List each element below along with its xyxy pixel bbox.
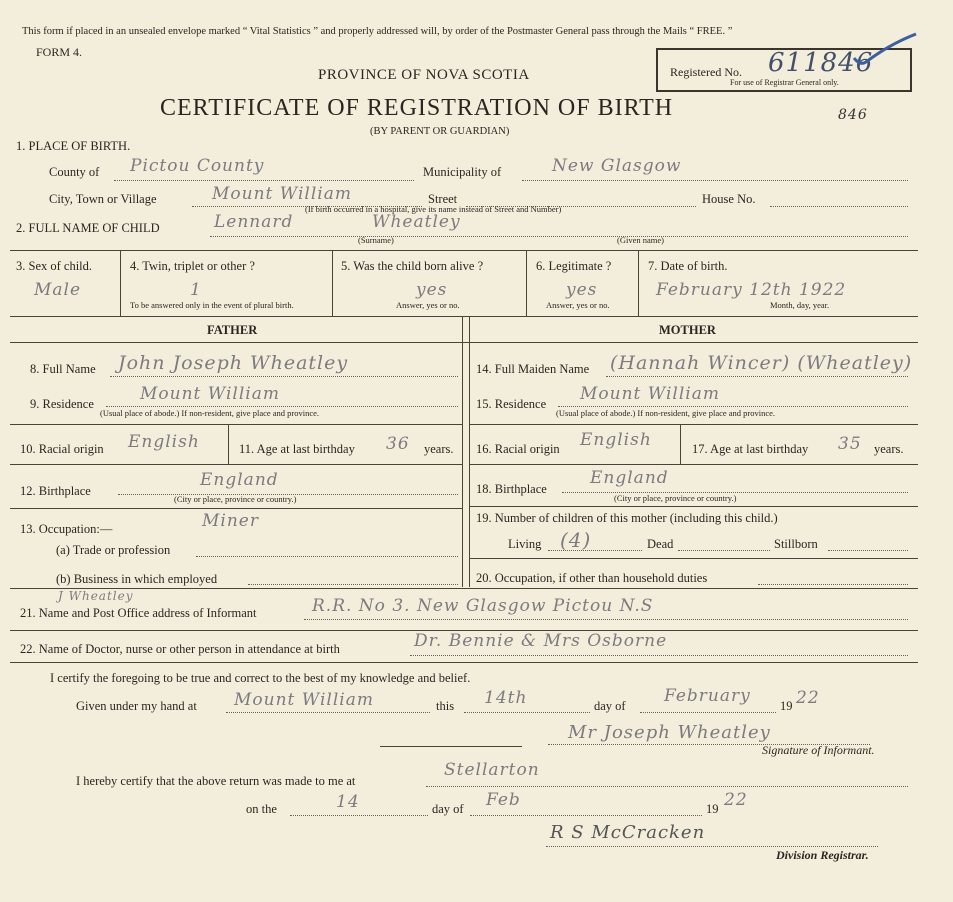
mother-birthplace-label: 18. Birthplace: [476, 482, 547, 496]
informant-name-annotation: J Wheatley: [58, 589, 134, 603]
father-name-label: 8. Full Name: [30, 362, 96, 376]
given-day-value: 14th: [484, 688, 528, 708]
registrar-certify-label: I hereby certify that the above return was made to me at: [76, 774, 356, 788]
registrar-month-value: Feb: [486, 790, 521, 810]
date-note: Month, day, year.: [770, 300, 830, 310]
given-place-value: Mount William: [234, 690, 374, 710]
father-age-value: 36: [386, 434, 410, 454]
doctor-value: Dr. Bennie & Mrs Osborne: [414, 631, 668, 651]
county-value: Pictou County: [130, 156, 265, 176]
sex-label: 3. Sex of child.: [16, 259, 93, 273]
city-label: City, Town or Village: [49, 192, 157, 206]
twin-value: 1: [190, 280, 202, 300]
child-given-name: Lennard: [214, 212, 294, 232]
father-birthplace-label: 12. Birthplace: [20, 484, 91, 498]
father-residence-label: 9. Residence: [30, 397, 94, 411]
business-label: (b) Business in which employed: [56, 572, 218, 586]
trade-label: (a) Trade or profession: [56, 543, 171, 557]
mother-heading: MOTHER: [659, 323, 716, 337]
mother-racial-value: English: [580, 430, 652, 450]
registrar-place-value: Stellarton: [444, 760, 540, 780]
mother-abode-note: (Usual place of abode.) If non-resident, give place and province.: [556, 408, 776, 418]
mother-racial-label: 16. Racial origin: [476, 442, 560, 456]
municipality-label: Municipality of: [423, 165, 502, 179]
mother-name-value: (Hannah Wincer) (Wheatley): [610, 352, 913, 374]
mother-birthplace-note: (City or place, province or country.): [614, 493, 737, 503]
registrar-year-prefix: 19: [706, 802, 719, 816]
doctor-label: 22. Name of Doctor, nurse or other person in attendance at birth: [20, 642, 340, 656]
registered-number-note: For use of Registrar General only.: [730, 78, 839, 87]
father-occupation-value: Miner: [202, 511, 259, 531]
father-birthplace-value: England: [200, 470, 279, 490]
alive-label: 5. Was the child born alive ?: [341, 259, 484, 273]
father-age-label: 11. Age at last birthday: [239, 442, 355, 456]
living-value: (4): [560, 528, 592, 552]
child-surname: Wheatley: [372, 212, 461, 232]
alive-value: yes: [416, 280, 448, 300]
registered-number-label: Registered No.: [670, 65, 742, 79]
legitimate-note: Answer, yes or no.: [546, 300, 610, 310]
given-year-prefix: 19: [780, 699, 793, 713]
surname-note: (Surname): [358, 235, 394, 245]
given-year-value: 22: [796, 688, 820, 708]
mother-residence-label: 15. Residence: [476, 397, 547, 411]
municipality-value: New Glasgow: [552, 156, 682, 176]
date-of-birth-value: February 12th 1922: [656, 280, 847, 300]
father-name-value: John Joseph Wheatley: [118, 352, 349, 374]
sex-value: Male: [34, 280, 82, 300]
father-residence-value: Mount William: [140, 384, 280, 404]
county-label: County of: [49, 165, 100, 179]
form-number: FORM 4.: [36, 45, 83, 59]
father-heading: FATHER: [207, 323, 258, 337]
father-years-label: years.: [424, 442, 454, 456]
on-the-label: on the: [246, 802, 277, 816]
hospital-note: (If birth occurred in a hospital, give its name instead of Street and Number): [305, 204, 562, 214]
this-label: this: [436, 699, 455, 713]
given-day-of-label: day of: [594, 699, 626, 713]
children-count-label: 19. Number of children of this mother (including this child.): [476, 511, 778, 525]
division-registrar-label: Division Registrar.: [776, 848, 869, 862]
informant-address-value: R.R. No 3. New Glasgow Pictou N.S: [312, 596, 654, 616]
living-label: Living: [508, 537, 542, 551]
mother-age-label: 17. Age at last birthday: [692, 442, 809, 456]
registered-number: 611846: [768, 48, 874, 78]
father-abode-note: (Usual place of abode.) If non-resident, give place and province.: [100, 408, 320, 418]
province-heading: PROVINCE OF NOVA SCOTIA: [318, 67, 530, 83]
stillborn-label: Stillborn: [774, 537, 818, 551]
registrar-day-value: 14: [336, 792, 360, 812]
twin-note: To be answered only in the event of plural birth.: [130, 300, 294, 310]
date-of-birth-label: 7. Date of birth.: [648, 259, 728, 273]
given-month-value: February: [664, 686, 751, 706]
father-occupation-label: 13. Occupation:—: [20, 522, 113, 536]
margin-mark: 846: [838, 107, 868, 123]
mother-name-label: 14. Full Maiden Name: [476, 362, 590, 376]
certify-statement: I certify the foregoing to be true and correct to the best of my knowledge and belief.: [50, 671, 471, 685]
father-racial-label: 10. Racial origin: [20, 442, 104, 456]
informant-signature: Mr Joseph Wheatley: [568, 722, 771, 743]
mother-residence-value: Mount William: [580, 384, 720, 404]
mother-age-value: 35: [838, 434, 862, 454]
legitimate-label: 6. Legitimate ?: [536, 259, 612, 273]
house-number-label: House No.: [702, 192, 756, 206]
father-racial-value: English: [128, 432, 200, 452]
alive-note: Answer, yes or no.: [396, 300, 460, 310]
certificate-title: CERTIFICATE OF REGISTRATION OF BIRTH: [160, 95, 674, 121]
street-label: Street: [428, 192, 458, 206]
informant-signature-label: Signature of Informant.: [762, 743, 875, 757]
registrar-day-of-label: day of: [432, 802, 464, 816]
check-mark-icon: [850, 30, 920, 70]
city-value: Mount William: [212, 184, 352, 204]
registrar-signature: R S McCracken: [550, 822, 706, 843]
given-under-hand-label: Given under my hand at: [76, 699, 197, 713]
certificate-subtitle: (BY PARENT OR GUARDIAN): [370, 126, 510, 137]
informant-label: 21. Name and Post Office address of Informant: [20, 606, 257, 620]
dead-label: Dead: [647, 537, 674, 551]
legitimate-value: yes: [566, 280, 598, 300]
father-birthplace-note: (City or place, province or country.): [174, 494, 297, 504]
mother-occupation-label: 20. Occupation, if other than household duties: [476, 571, 708, 585]
twin-label: 4. Twin, triplet or other ?: [130, 259, 255, 273]
mother-years-label: years.: [874, 442, 904, 456]
free-postage-notice: This form if placed in an unsealed envelope marked “ Vital Statistics ” and properly addressed will, by order of the Postmaster General pass through the Mails “ FREE. ”: [22, 26, 733, 37]
mother-birthplace-value: England: [590, 468, 669, 488]
place-of-birth-heading: 1. PLACE OF BIRTH.: [16, 139, 131, 153]
given-name-note: (Given name): [617, 235, 664, 245]
registrar-year-value: 22: [724, 790, 748, 810]
child-name-label: 2. FULL NAME OF CHILD: [16, 221, 160, 235]
